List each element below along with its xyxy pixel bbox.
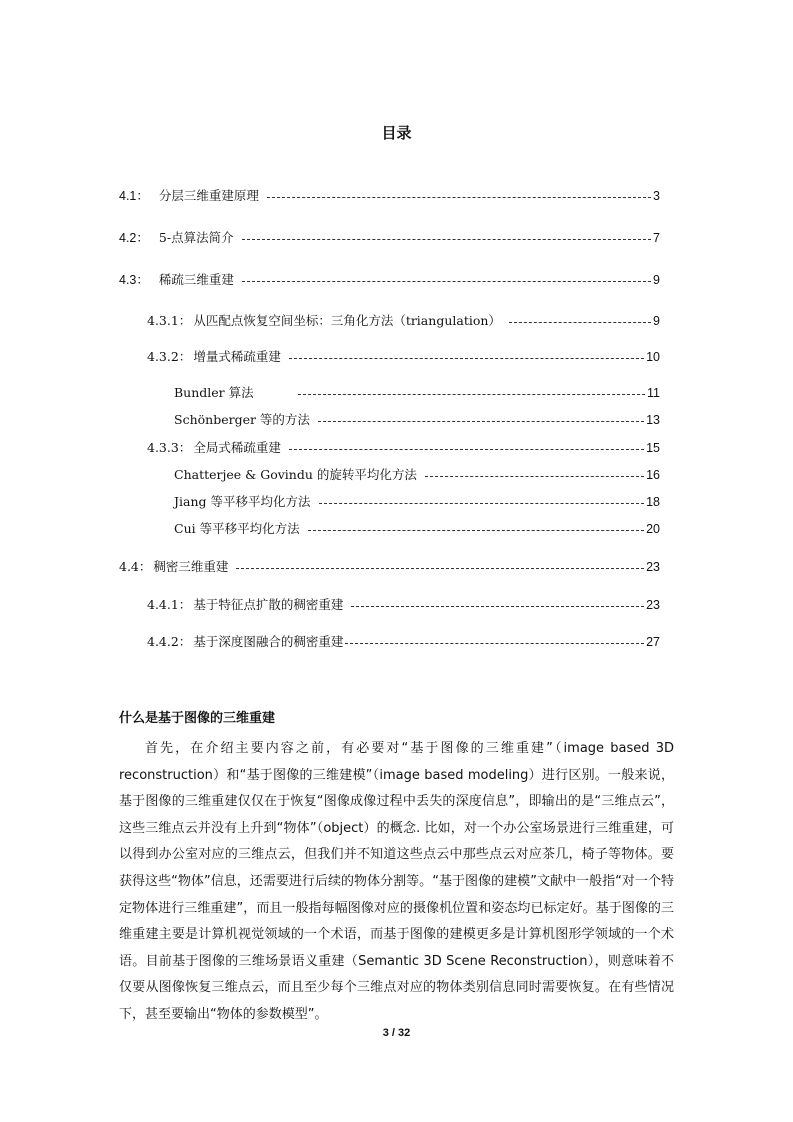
toc-entry-page: 13: [646, 413, 660, 427]
toc-entry-4-3[interactable]: [119, 270, 660, 288]
toc-leader-dots: [289, 358, 644, 359]
toc-entry-page: 18: [646, 495, 660, 509]
toc-entry-number: 4.1：: [119, 189, 149, 203]
toc-entry-label: 增量式稀疏重建: [193, 349, 281, 364]
toc-entry-4-4[interactable]: [119, 557, 660, 575]
toc-entry-page: 20: [646, 522, 660, 536]
section-heading: 什么是基于图像的三维重建: [119, 711, 276, 726]
toc-entry-page: 9: [653, 314, 660, 328]
toc-entry-number: 4.2：: [119, 231, 149, 245]
toc-entry-page: 27: [646, 635, 660, 649]
toc-leader-dots: [345, 643, 644, 644]
toc-leader-dots: [425, 476, 644, 477]
toc-entry-4-3-1[interactable]: [147, 311, 660, 329]
toc-entry-4-3-2[interactable]: [147, 347, 660, 365]
toc-entry-label: Jiang 等平移平均化方法: [174, 494, 311, 509]
toc-entry-4-4-1[interactable]: [147, 595, 660, 613]
toc-leader-dots: [242, 239, 651, 240]
toc-entry-page: 23: [646, 598, 660, 612]
toc-entry-4-4-2[interactable]: [147, 632, 660, 650]
toc-entry-number: 4.4.2：: [147, 634, 192, 649]
toc-entry-label: 稠密三维重建: [153, 559, 229, 574]
toc-leader-dots: [236, 568, 644, 569]
toc-entry-cui[interactable]: [174, 519, 660, 537]
toc-leader-dots: [319, 503, 645, 504]
toc-entry-number: 4.4：: [119, 559, 152, 574]
toc-entry-number: 4.3.1：: [147, 313, 192, 328]
toc-leader-dots: [267, 197, 651, 198]
toc-entry-4-3-3[interactable]: [147, 438, 660, 456]
toc-leader-dots: [242, 281, 651, 282]
toc-entry-page: 7: [653, 231, 660, 245]
toc-title: 目录: [381, 124, 412, 142]
toc-entry-4-1[interactable]: [119, 186, 660, 204]
page-number: 3 / 32: [382, 1027, 411, 1039]
toc-entry-chatterjee[interactable]: [174, 465, 660, 483]
toc-entry-page: 3: [653, 189, 660, 203]
toc-entry-label: 基于特征点扩散的稠密重建: [193, 597, 344, 612]
toc-entry-label: Schönberger 等的方法: [174, 412, 310, 427]
toc-entry-number: 4.4.1：: [147, 597, 192, 612]
toc-entry-number: 4.3.2：: [147, 349, 192, 364]
toc-leader-dots: [298, 394, 645, 395]
toc-entry-label: 基于深度图融合的稠密重建: [193, 634, 344, 649]
toc-entry-label: 稀疏三维重建: [158, 272, 234, 287]
toc-entry-label: 分层三维重建原理: [158, 188, 259, 203]
toc-entry-number: 4.3.3：: [147, 440, 192, 455]
toc-entry-page: 9: [653, 273, 660, 287]
toc-entry-schonberger[interactable]: [174, 410, 660, 428]
toc-entry-label: Bundler 算法: [174, 385, 254, 400]
toc-entry-page: 23: [646, 560, 660, 574]
toc-entry-page: 16: [646, 468, 660, 482]
toc-leader-dots: [318, 421, 644, 422]
toc-leader-dots: [509, 322, 651, 323]
toc-entry-label: 从匹配点恢复空间坐标：三角化方法（triangulation）: [193, 313, 501, 328]
toc-entry-label: Chatterjee & Govindu 的旋转平均化方法: [174, 467, 417, 482]
toc-entry-bundler[interactable]: [174, 383, 660, 401]
toc-entry-page: 11: [647, 386, 660, 400]
toc-entry-page: 10: [646, 350, 660, 364]
toc-entry-label: 5-点算法简介: [158, 230, 234, 245]
toc-leader-dots: [308, 530, 645, 531]
body-paragraph: 首先，在介绍主要内容之前，有必要对“基于图像的三维重建”（image based 3D reconstruction）和“基于图像的三维建模”（image based modeling）进行区别。一般来说，基于图像的三维重建仅仅在于恢复“图像成像过程中丢失的深度信息”，即输出的是“三维点云”，这些三维点云并没有上升到“物体”（object）的概念. 比如，对一个办公室场景进行三维重建，可以得到办公室对应的三维点云，但我们并不知道这些点云中那些点云对应茶几，椅子等物体。要获得这些“物体”信息，还需要进行后续的物体分割等。“基于图像的建模”文献中一般指“对一个特定物体进行三维重建”，而且一般指每幅图像对应的摄像机位置和姿态均已标定好。基于图像的三维重建主要是计算机视觉领域的一个术语，而基于图像的建模更多是计算机图形学领域的一个术语。目前基于图像的三维场景语义重建（Semantic 3D Scene Reconstruction），则意味着不仅要从图像恢复三维点云，而且至少每个三维点对应的物体类别信息同时需要恢复。在有些情况下，甚至要输出“物体的参数模型”。: [119, 741, 674, 1022]
toc-entry-number: 4.3：: [119, 273, 149, 287]
toc-entry-label: Cui 等平移平均化方法: [174, 521, 300, 536]
toc-entry-jiang[interactable]: [174, 492, 660, 510]
toc-entry-page: 15: [646, 441, 660, 455]
toc-leader-dots: [289, 449, 644, 450]
toc-leader-dots: [351, 606, 644, 607]
toc-entry-4-2[interactable]: [119, 228, 660, 246]
toc-entry-label: 全局式稀疏重建: [193, 440, 281, 455]
